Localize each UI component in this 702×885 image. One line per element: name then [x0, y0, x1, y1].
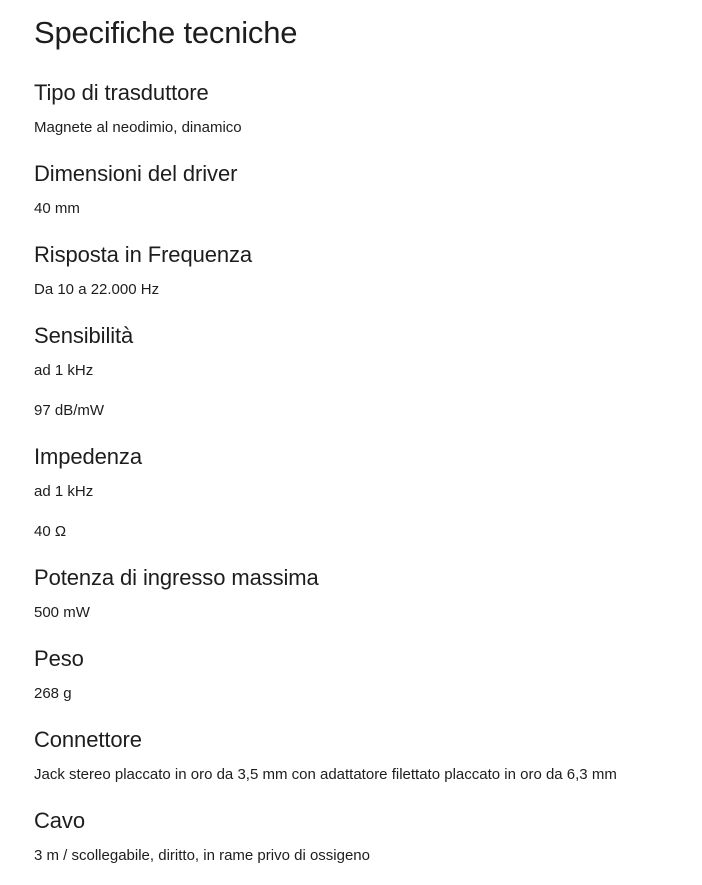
spec-item — [34, 806, 668, 864]
spec-label: Dimensioni del driver — [34, 161, 238, 186]
specs-list — [34, 78, 668, 864]
spec-value: 3 m / scollegabile, diritto, in rame privo di ossigeno — [34, 847, 370, 864]
spec-value: ad 1 kHz — [34, 483, 94, 500]
spec-label: Potenza di ingresso massima — [34, 565, 319, 590]
spec-item — [34, 78, 668, 136]
spec-value: Magnete al neodimio, dinamico — [34, 119, 242, 136]
spec-item — [34, 644, 668, 702]
spec-label: Sensibilità — [34, 323, 134, 348]
spec-item — [34, 240, 668, 298]
spec-item — [34, 563, 668, 621]
page-title: Specifiche tecniche — [34, 15, 298, 50]
spec-value: 40 mm — [34, 200, 80, 217]
spec-value: ad 1 kHz — [34, 362, 94, 379]
spec-label: Impedenza — [34, 444, 142, 469]
spec-value: 268 g — [34, 685, 72, 702]
spec-label: Tipo di trasduttore — [34, 80, 209, 105]
spec-item — [34, 725, 668, 783]
spec-value: 40 Ω — [34, 523, 67, 540]
spec-item — [34, 159, 668, 217]
spec-value: 97 dB/mW — [34, 402, 105, 419]
spec-value: Jack stereo placcato in oro da 3,5 mm con adattatore filettato placcato in oro da 6,3 mm — [34, 766, 617, 783]
spec-label: Peso — [34, 646, 84, 671]
spec-item — [34, 321, 668, 419]
spec-label: Cavo — [34, 808, 85, 833]
spec-label: Connettore — [34, 727, 142, 752]
spec-value: Da 10 a 22.000 Hz — [34, 281, 160, 298]
spec-value: 500 mW — [34, 604, 90, 621]
spec-label: Risposta in Frequenza — [34, 242, 253, 267]
spec-item — [34, 442, 668, 540]
